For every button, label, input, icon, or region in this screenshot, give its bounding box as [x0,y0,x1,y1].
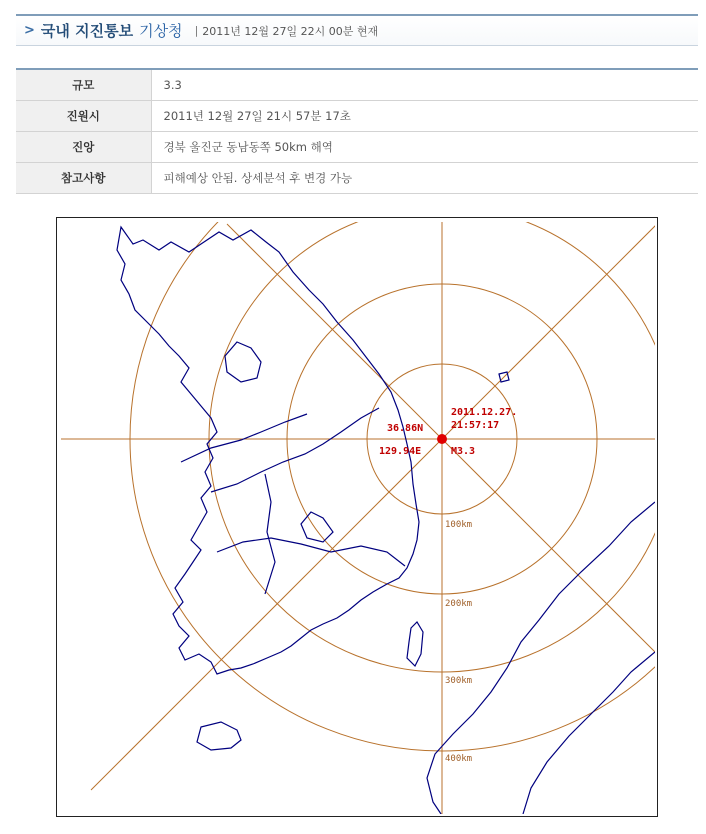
peninsula-coast [117,227,422,674]
range-rings [61,222,655,814]
daegu-region-border [301,512,333,542]
agency-name: 기상청 [139,22,183,40]
magnitude-value: 3.3 [151,69,698,100]
ring-label-300km: 300km [445,676,473,686]
earthquake-info-table [16,68,698,194]
remarks-value: 피해예상 안됨. 상세분석 후 변경 가능 [151,162,698,193]
table-row [16,100,698,131]
ring-label-400km: 400km [445,754,473,764]
table-row [16,69,698,100]
map-canvas [61,222,655,814]
province-border [211,408,379,492]
epicenter-date: 2011.12.27. [451,407,518,418]
ring-label-100km: 100km [445,520,473,530]
table-row [16,162,698,193]
remarks-label: 참고사항 [16,162,151,193]
epicenter-map [56,217,658,817]
province-border [217,538,405,566]
epicenter-time: 21:57:17 [451,420,500,431]
epicenter-marker [437,434,447,444]
header-separator: | [194,24,199,37]
epicenter-label: 진앙 [16,131,151,162]
report-timestamp: 2011년 12월 27일 22시 00분 현재 [202,24,379,38]
page-header [16,14,698,46]
province-border [265,474,275,594]
epicenter-value: 경북 울진군 동남동쪽 50km 해역 [151,131,698,162]
page-title: 국내 지진통보 [40,22,134,40]
table-row [16,131,698,162]
origin-time-label: 진원시 [16,100,151,131]
epicenter-magnitude: M3.3 [451,446,476,457]
origin-time-value: 2011년 12월 27일 21시 57분 17초 [151,100,698,131]
seoul-region-border [225,342,261,382]
ring-labels [445,520,472,764]
epicenter-longitude: 129.94E [379,446,422,457]
ring-label-200km: 200km [445,599,473,609]
chevron-right-icon: > [24,23,35,38]
tsushima-island [407,622,423,666]
japan-coast [427,502,655,814]
crosshair-diagonal-b [91,225,655,790]
jeju-island [197,722,241,750]
magnitude-label: 규모 [16,69,151,100]
epicenter-latitude: 36.86N [387,423,424,434]
